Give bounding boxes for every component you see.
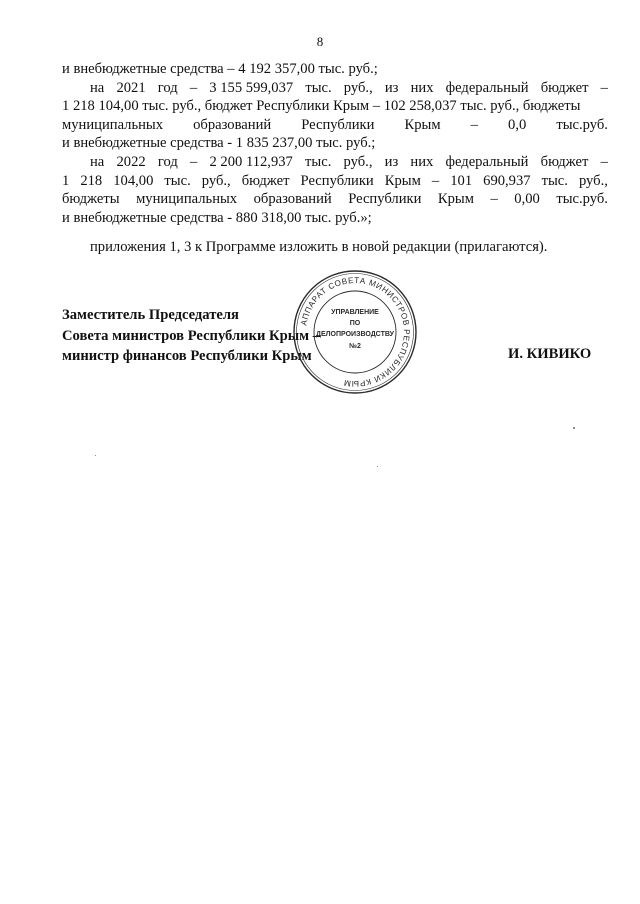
appendix-paragraph: приложения 1, 3 к Программе изложить в новой редакции (прилагаются). (90, 239, 548, 255)
text-word: бюджет (241, 172, 290, 189)
signatory-position (62, 305, 320, 367)
text-word: – (600, 153, 608, 170)
text-word: бюджет (540, 153, 589, 170)
text-word: из (384, 153, 399, 170)
text-word: – (600, 79, 608, 96)
text-line (62, 79, 608, 98)
stamp-center-line: №2 (349, 343, 361, 350)
text-word: и внебюджетные средства - 880 318,00 тыс. руб.»; (62, 209, 372, 226)
official-stamp (291, 268, 419, 396)
scan-speck (377, 466, 378, 467)
text-word: федеральный (445, 153, 529, 170)
text-word: 218 (80, 172, 103, 189)
text-line (62, 172, 608, 191)
text-word: из (384, 79, 399, 96)
stamp-center-line: ДЕЛОПРОИЗВОДСТВУ (315, 331, 395, 338)
text-word: на (90, 153, 105, 170)
text-word: Крым (404, 116, 441, 133)
text-word: федеральный (445, 79, 529, 96)
text-word: – (470, 116, 478, 133)
text-line (62, 190, 608, 209)
text-word: год (157, 79, 178, 96)
stamp-ring-text: АППАРАТ СОВЕТА МИНИСТРОВ РЕСПУБЛИКИ КРЫМ (299, 275, 412, 389)
text-word: бюджеты (62, 191, 120, 208)
text-line (62, 116, 608, 135)
text-word: – (431, 172, 440, 189)
text-word: 101 (450, 172, 473, 189)
text-word: Республики (348, 191, 422, 208)
text-line (62, 153, 608, 172)
text-word: год (157, 153, 178, 170)
stamp-center-text (316, 309, 395, 350)
text-word: тыс.руб. (556, 116, 608, 133)
text-word: тыс. (164, 172, 191, 189)
text-word: них (410, 79, 434, 96)
text-word: 0,0 (508, 116, 527, 133)
text-word: руб., (343, 153, 373, 170)
text-word: тыс. (305, 153, 332, 170)
text-line (62, 97, 608, 116)
text-word: – (189, 79, 198, 96)
text-word: и внебюджетные средства – 4 192 357,00 тыс. руб.; (62, 61, 378, 77)
text-word: и внебюджетные средства - 1 835 237,00 тыс. руб.; (62, 135, 376, 152)
text-word: – (189, 153, 198, 170)
text-word: 3 155 599,037 (209, 79, 294, 96)
text-word: Крым (437, 191, 474, 208)
text-word: тыс. (305, 79, 332, 96)
stamp-center-line: УПРАВЛЕНИЕ (331, 309, 379, 316)
text-word: – (490, 191, 498, 208)
signer-name: И. КИВИКО (508, 346, 592, 362)
text-word: 0,00 (514, 191, 540, 208)
document-body (62, 60, 608, 227)
text-word: тыс. (541, 172, 568, 189)
text-word: муниципальных (62, 116, 164, 133)
text-word: 690,937 (483, 172, 531, 189)
text-word: них (410, 153, 434, 170)
text-line (62, 134, 608, 153)
text-word: руб., (201, 172, 231, 189)
text-word: образований (253, 191, 332, 208)
text-word: образований (193, 116, 272, 133)
text-line (62, 60, 608, 79)
text-word: 1 218 104,00 тыс. руб., бюджет Республики Крым – 102 258,037 тыс. руб., бюджеты (62, 98, 581, 115)
text-word: тыс.руб. (556, 191, 608, 208)
position-line-2: Совета министров Республики Крым – (62, 327, 321, 344)
page-number: 8 (316, 34, 324, 49)
text-word: Республики (300, 172, 374, 189)
text-word: 1 (62, 172, 70, 189)
scan-speck (573, 427, 575, 429)
stamp-center-line: ПО (349, 320, 361, 327)
scan-speck (95, 455, 96, 456)
text-word: бюджет (540, 79, 589, 96)
text-word: на (90, 79, 105, 96)
text-word: муниципальных (136, 191, 238, 208)
position-line-1: Заместитель Председателя (62, 307, 239, 323)
text-word: 2 200 112,937 (209, 153, 293, 170)
text-word: 2021 (116, 79, 146, 96)
text-word: 2022 (116, 153, 146, 170)
text-line (62, 209, 608, 228)
text-word: руб., (343, 79, 373, 96)
text-word: 104,00 (113, 172, 154, 189)
position-line-3: министр финансов Республики Крым (62, 348, 312, 364)
text-word: руб., (578, 172, 608, 189)
text-word: Крым (384, 172, 421, 189)
text-word: Республики (301, 116, 375, 133)
